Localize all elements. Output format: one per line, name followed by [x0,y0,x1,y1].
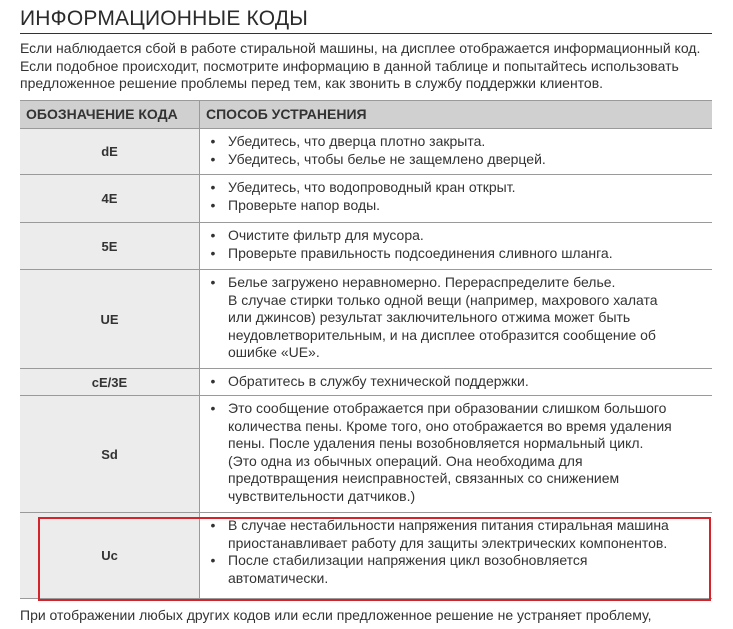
solution-item [206,197,704,215]
solution-text: После стабилизации напряжения цикл возобновляется [228,552,588,568]
intro-paragraph [20,40,720,93]
table-row-sd [20,396,712,513]
title-underline [20,33,712,34]
uc-row-highlight-box [38,517,711,601]
solution-text: Проверьте напор воды. [228,196,381,213]
solution-text: В случае стирки только одной вещи (например, махрового халата [228,291,658,308]
table-row-ce-3e [20,369,712,396]
bullet-icon: • [210,227,216,243]
bullet-icon: • [210,400,216,416]
solution-text: В случае нестабильности напряжения питания стиральная машина [228,517,669,533]
bullet-icon: • [210,373,216,389]
solution-text: автоматически. [228,569,329,586]
solution-text: (Это одна из обычных операций. Она необходима для [228,452,583,469]
solution-list [206,274,704,362]
table-row-de [20,129,712,175]
solution-text: ошибке «UE». [228,344,320,360]
solution-text: Белье загружено неравномерно. Перераспределите белье. [228,274,616,290]
bullet-icon: • [210,133,216,149]
intro-line: предложенное решение проблемы перед тем, как звонить в службу поддержки клиентов. [20,75,604,91]
table-row-ue [20,270,712,369]
bullet-icon: • [210,179,216,195]
bullet-icon: • [210,196,216,213]
table-header-row [20,101,712,129]
intro-line: Если наблюдается сбой в работе стиральной машины, на дисплее отображается информационный код. [20,40,701,56]
solution-item [206,151,704,169]
solution-item [206,373,704,391]
footer-text: При отображении любых других кодов или если предложенное решение не устраняет проблему, [20,607,652,623]
bullet-icon: • [210,274,216,290]
error-code-cell: cE/3E [20,369,199,395]
table-row-4e [20,175,712,223]
error-code-cell: 4E [20,175,199,222]
solution-item [206,179,704,197]
solution-item [206,133,704,151]
intro-line: Если подобное происходит, посмотрите информацию в данной таблице и попытайтесь использовать [20,57,679,74]
solution-text: Очистите фильтр для мусора. [228,227,424,243]
solution-text: Обратитесь в службу технической поддержки. [228,373,529,389]
error-code-cell: 5E [20,223,199,269]
bullet-icon: • [210,244,216,261]
solution-text: неудовлетворительным, и на дисплее отобразится сообщение об [228,326,656,343]
solution-text: Убедитесь, что водопроводный кран открыт. [228,179,516,195]
header-code-column: ОБОЗНАЧЕНИЕ КОДА [26,106,178,122]
solution-item [206,400,704,505]
error-code-cell: dE [20,129,199,174]
bullet-icon: • [210,150,216,167]
solution-text: количества пены. Кроме того, оно отображается во время удаления [228,417,672,434]
solution-list [206,227,704,262]
solution-text: приостанавливает работу для защиты электрических компонентов. [228,534,668,551]
solution-text: Убедитесь, чтобы белье не защемлено дверцей. [228,150,546,167]
solution-list [206,373,704,391]
page-title: ИНФОРМАЦИОННЫЕ КОДЫ [20,7,309,30]
solution-item [206,227,704,245]
error-code-cell: Uc [20,513,199,598]
solution-list [206,400,704,505]
error-code-cell: UE [20,270,199,368]
bullet-icon: • [210,552,216,568]
solution-cell [199,270,712,368]
error-code-cell: Sd [20,396,199,512]
solution-text: чувствительности датчиков.) [228,487,416,504]
solution-text: предотвращения неисправностей, связанных со снижением [228,470,620,486]
solution-text: или джинсов) результат заключительного отжима может быть [228,309,631,325]
solution-cell [199,129,712,174]
solution-cell [199,369,712,395]
solution-cell [199,175,712,222]
solution-text: Проверьте правильность подсоединения сливного шланга. [228,244,613,261]
solution-text: Это сообщение отображается при образовании слишком большого [228,400,667,416]
header-solution-column: СПОСОБ УСТРАНЕНИЯ [199,101,712,128]
table-row-5e [20,223,712,270]
bullet-icon: • [210,517,216,533]
solution-text: пены. После удаления пены возобновляется нормальный цикл. [228,435,644,451]
solution-list [206,179,704,214]
solution-list [206,133,704,168]
solution-cell [199,223,712,269]
solution-item [206,274,704,362]
solution-cell [199,396,712,512]
solution-text: Убедитесь, что дверца плотно закрыта. [228,133,486,149]
solution-item [206,245,704,263]
